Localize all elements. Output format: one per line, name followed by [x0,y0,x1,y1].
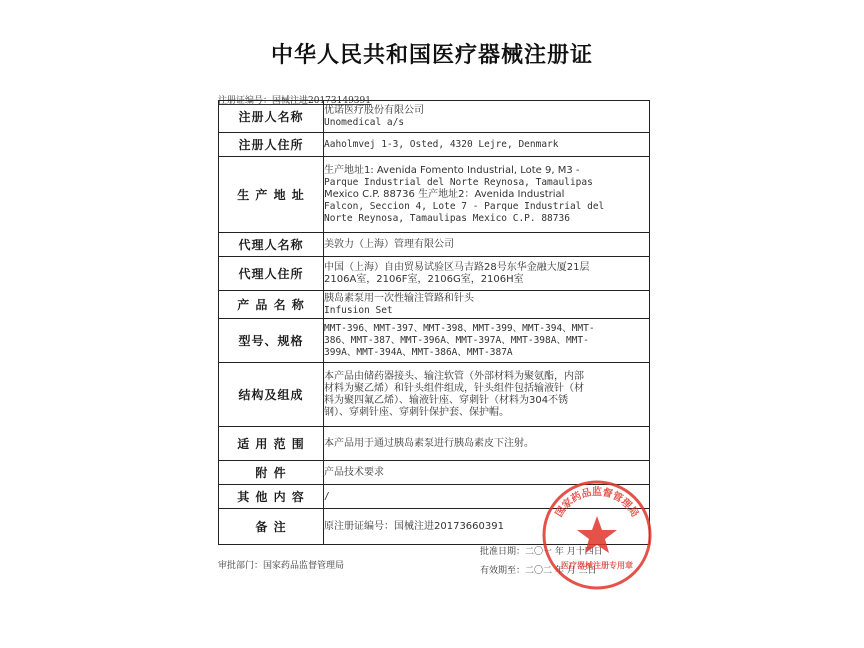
row-label: 代理人住所 [219,257,324,291]
row-value [324,319,650,363]
value-line: 料为聚四氟乙烯）、输液针座、穿刺针（材料为304不锈 [324,394,569,406]
table-row [219,291,650,319]
row-value [324,233,650,257]
valid-until: 有效期至：二〇二 年 月 三日 [480,566,597,576]
row-value [324,427,650,461]
value-line: 399A、MMT-394A、MMT-386A、MMT-387A [324,346,513,358]
row-value [324,157,650,233]
value-line: Aaholmvej 1-3, Osted, 4320 Lejre, Denmark [324,138,559,150]
row-value [324,257,650,291]
seal-arc-text: 国家药品监督管理局 [553,487,641,520]
value-line: Infusion Set [324,304,393,316]
table-row [219,233,650,257]
value-line: 产品技术要求 [324,466,384,478]
value-line: 386、MMT-387、MMT-396A、MMT-397A、MMT-398A、MMT- [324,334,589,346]
table-row [219,133,650,157]
value-line: Parque Industrial del Norte Reynosa, Tamaulipas [324,176,593,188]
star-icon [577,516,617,553]
value-line: Mexico C.P. 88736 生产地址2：Avenida Industrial [324,188,565,200]
row-label: 备 注 [219,509,324,545]
value-line: 2106A室，2106F室，2106G室，2106H室 [324,273,524,285]
value-line: 原注册证编号：国械注进20173660391 [324,520,504,532]
table-row [219,319,650,363]
seal-center-text: 医疗器械注册专用章 [561,561,633,570]
value-line: 本产品用于通过胰岛素泵进行胰岛素皮下注射。 [324,437,534,449]
table-row [219,363,650,427]
value-line: 中国（上海）自由贸易试验区马吉路28号东华金融大厦21层 [324,261,590,273]
value-line: 胰岛素泵用一次性输注管路和针头 [324,292,474,304]
value-line: Norte Reynosa, Tamaulipas Mexico C.P. 88736 [324,212,570,224]
approval-department: 审批部门：国家药品监督管理局 [218,561,345,571]
certificate-title: 中华人民共和国医疗器械注册证 [270,43,593,68]
row-label: 附 件 [219,461,324,485]
value-line: 钢）、穿刺针座、穿刺针保护套、保护帽。 [324,406,509,418]
value-line: 本产品由储药器接头、输注软管（外部材料为聚氨酯，内部 [324,370,584,382]
row-value [324,291,650,319]
value-line: MMT-396、MMT-397、MMT-398、MMT-399、MMT-394、MMT- [324,322,595,334]
row-value [324,101,650,133]
official-seal [540,478,654,592]
value-line: Falcon, Seccion 4, Lote 7 - Parque Industrial del [324,200,605,212]
table-row [219,427,650,461]
value-line: 优诺医疗股份有限公司 [324,104,424,116]
row-label: 生 产 地 址 [219,157,324,233]
value-line: 美敦力（上海）管理有限公司 [324,238,454,250]
table-row [219,257,650,291]
value-line: / [324,490,330,502]
value-line: Unomedical a/s [324,116,405,128]
row-label: 产 品 名 称 [219,291,324,319]
row-label: 其 他 内 容 [219,485,324,509]
row-value [324,133,650,157]
approval-date: 批准日期：二〇一 年 月十四日 [480,547,603,557]
row-label: 型号、规格 [219,319,324,363]
row-label: 结构及组成 [219,363,324,427]
row-label: 代理人名称 [219,233,324,257]
row-label: 注册人住所 [219,133,324,157]
row-value [324,363,650,427]
row-label: 注册人名称 [219,101,324,133]
table-row [219,101,650,133]
row-label: 适 用 范 围 [219,427,324,461]
value-line: 生产地址1: Avenida Fomento Industrial, Lote 9, M3 - [324,164,580,176]
table-row [219,157,650,233]
registration-number: 注册证编号：国械注进20173149391 [218,96,371,106]
value-line: 材料为聚乙烯）和针头组件组成，针头组件包括输液针（材 [324,382,584,394]
